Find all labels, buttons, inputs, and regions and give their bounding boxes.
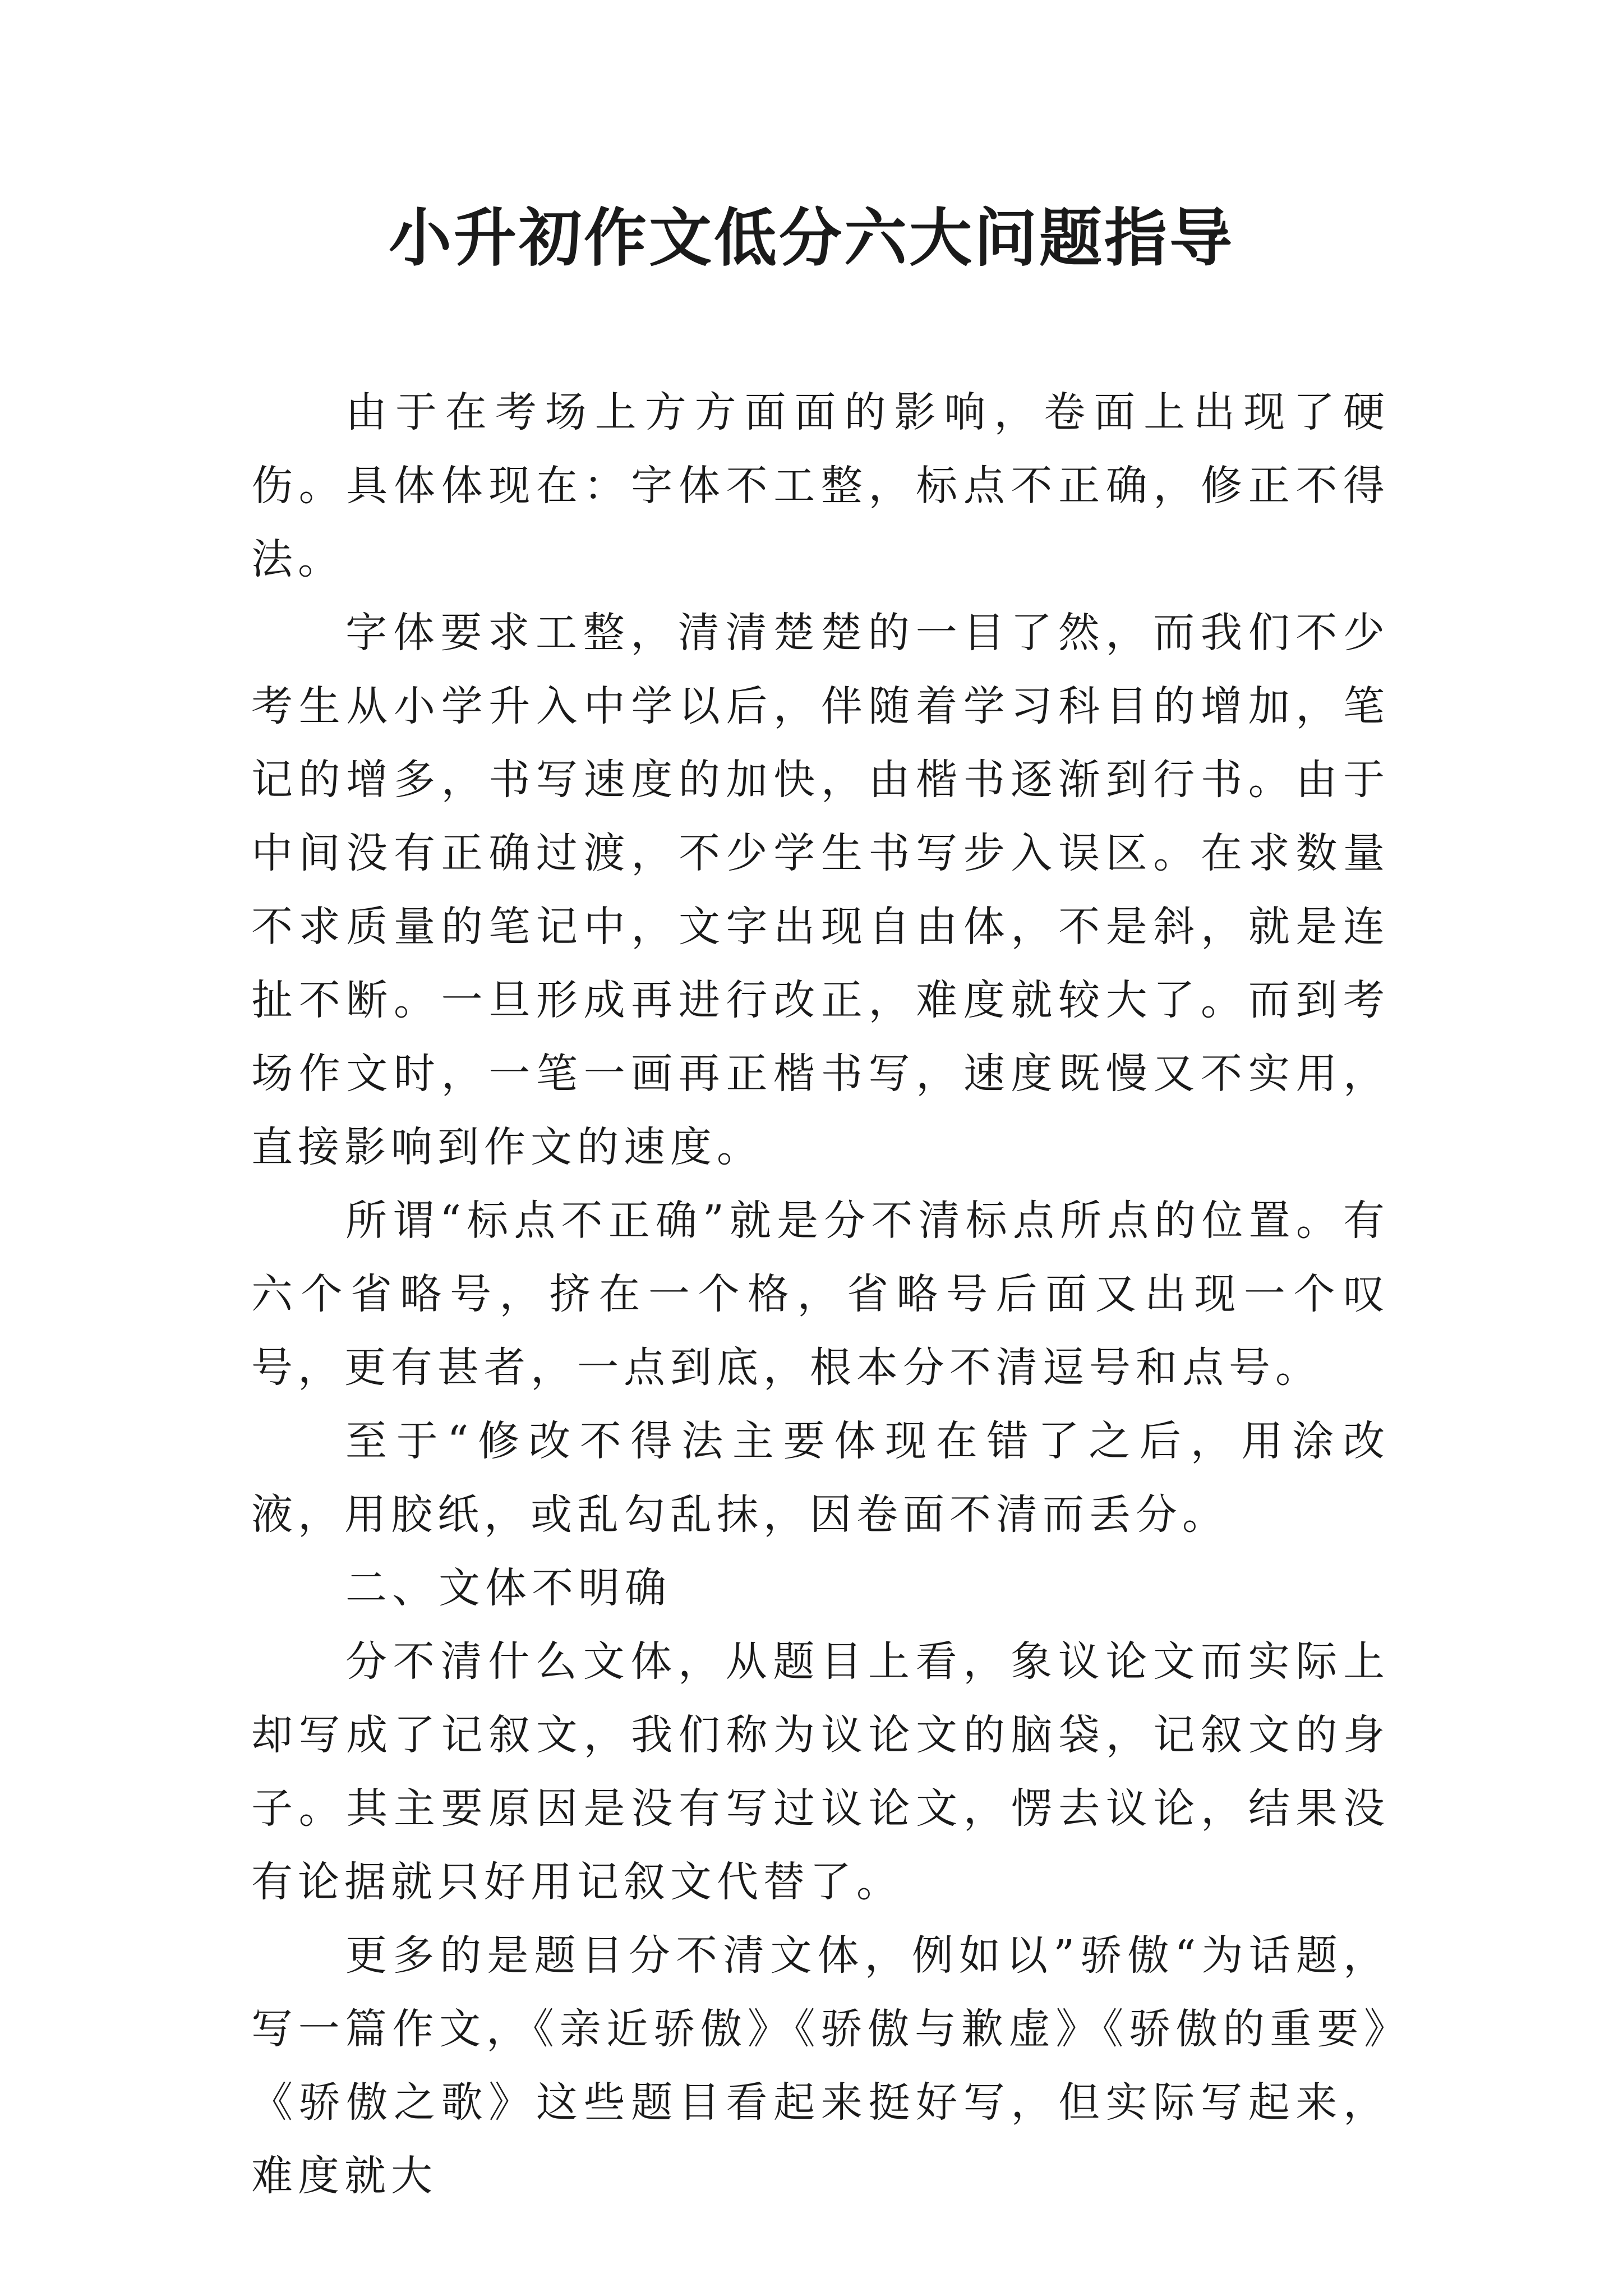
paragraph-intro: 由于在考场上方方面面的影响，卷面上出现了硬伤。具体体现在：字体不工整，标点不正确，修正不得法。: [251, 388, 1390, 583]
document-body: [251, 376, 1390, 2213]
paragraph-handwriting: 字体要求工整，清清楚楚的一目了然，而我们不少考生从小学升入中学以后，伴随着学习科目的增加，笔记的增多，书写速度的加快，由楷书逐渐到行书。由于中间没有正确过渡，不少学生书写步入误区。在求数量不求质量的笔记中，文字出现自由体，不是斜，就是连扯不断。一旦形成再进行改正，难度就较大了。而到考场作文时，一笔一画再正楷书写，速度既慢又不实用，直接影响到作文的速度。: [251, 609, 1390, 1171]
paragraph-punctuation: 所谓“标点不正确”就是分不清标点所点的位置。有六个省略号，挤在一个格，省略号后面又出现一个叹号，更有甚者，一点到底，根本分不清逗号和点号。: [251, 1197, 1390, 1392]
paragraph-correction: 至于“修改不得法主要体现在错了之后，用涂改液，用胶纸，或乱勾乱抹，因卷面不清而丢分。: [251, 1417, 1390, 1539]
paragraph-topic-example: 更多的是题目分不清文体，例如以”骄傲“为话题，写一篇作文，《亲近骄傲》《骄傲与歉虚》《骄傲的重要》《骄傲之歌》这些题目看起来挺好写，但实际写起来，难度就大: [251, 1931, 1390, 2200]
document-title: 小升初作文低分六大问题指导: [389, 201, 1234, 275]
paragraph-genre: 分不清什么文体，从题目上看，象议论文而实际上却写成了记叙文，我们称为议论文的脑袋，记叙文的身子。其主要原因是没有写过议论文，愣去议论，结果没有论据就只好用记叙文代替了。: [251, 1637, 1390, 1906]
section-heading-genre: 二、文体不明确: [345, 1564, 671, 1612]
